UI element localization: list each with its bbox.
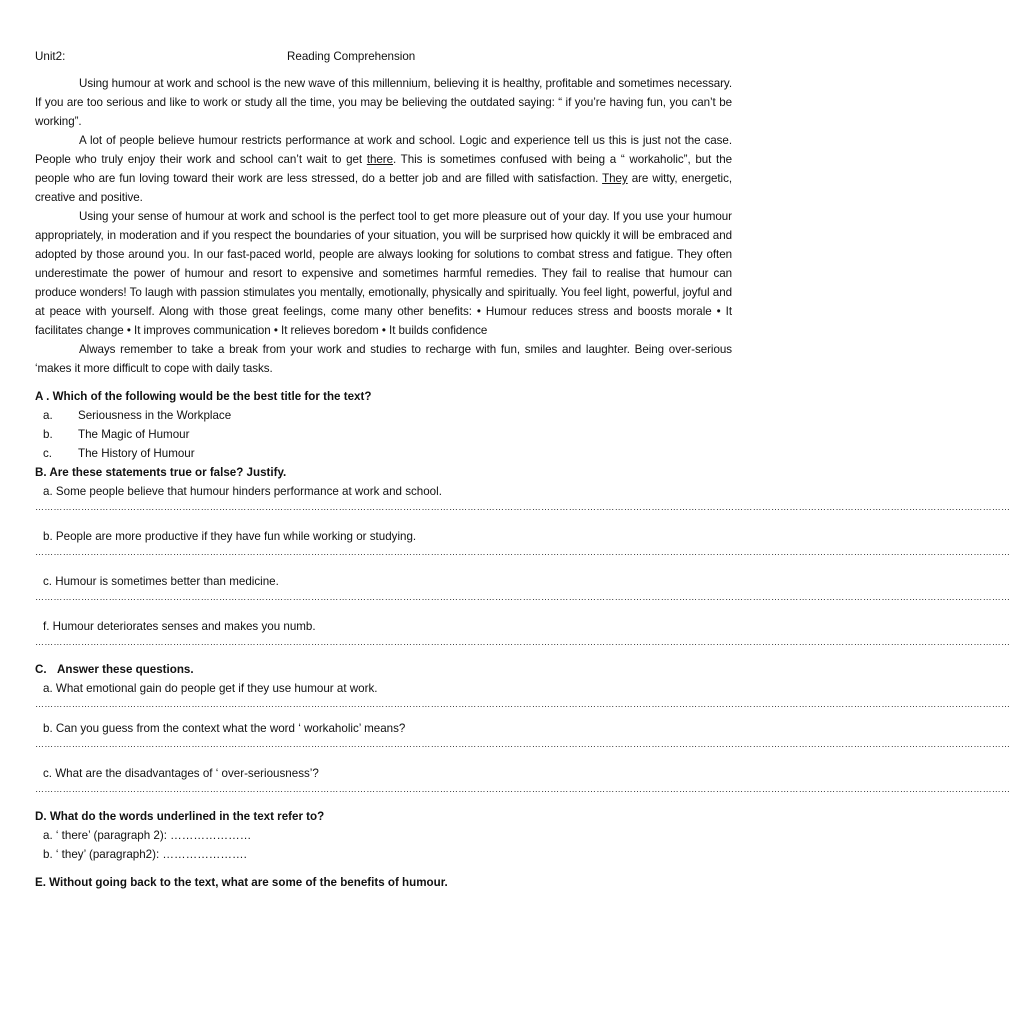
statement-a: a. Some people believe that humour hinders performance at work and school. — [43, 485, 442, 498]
underlined-word-there: there — [366, 153, 393, 166]
section-c — [35, 660, 1010, 795]
section-e — [35, 873, 732, 892]
section-a — [35, 387, 732, 463]
reading-passage — [35, 74, 732, 378]
section-d — [35, 807, 732, 864]
p2-text-a: A lot of people believe humour restricts performance at work and school. Logic and experience tell us this is just not the case. People who truly enjoy their work and school can’t wait to get — [35, 134, 732, 166]
section-d-question: D. What do the words underlined in the text refer to? — [35, 810, 325, 823]
option-c-text: The History of Humour — [78, 447, 195, 460]
question-d-a[interactable]: a. ‘ there’ (paragraph 2): ………………… — [43, 829, 252, 842]
option-b-letter: b. — [43, 428, 53, 441]
option-a-text: Seriousness in the Workplace — [78, 409, 232, 422]
unit-label: Unit2: — [35, 50, 66, 63]
option-b — [35, 425, 732, 444]
section-b — [35, 463, 1010, 648]
passage-paragraph-2 — [35, 131, 732, 207]
statement-f: f. Humour deteriorates senses and makes you numb. — [43, 620, 316, 633]
section-e-question: E. Without going back to the text, what are some of the benefits of humour. — [35, 876, 448, 889]
section-c-title: Answer these questions. — [57, 663, 194, 676]
statement-b: b. People are more productive if they have fun while working or studying. — [43, 530, 417, 543]
question-d-b[interactable]: b. ‘ they’ (paragraph2): …………………. — [43, 848, 247, 861]
question-c-b: b. Can you guess from the context what the word ‘ workaholic’ means? — [43, 722, 406, 735]
section-a-question: A . Which of the following would be the best title for the text? — [35, 390, 372, 403]
p2-text-c: are witty, energetic, creative and positive. — [35, 172, 732, 204]
option-a — [35, 406, 732, 425]
answer-line[interactable]: ………………………………………………………………………………………………………………………………………………………………………………………………………………………………………………………………………………………… — [35, 739, 1010, 749]
section-c-question — [35, 660, 732, 679]
option-c-letter: c. — [43, 447, 53, 460]
option-b-text: The Magic of Humour — [78, 428, 190, 441]
answer-line[interactable]: ………………………………………………………………………………………………………………………………………………………………………………………………………………………………………………………………………………………… — [35, 502, 1010, 512]
passage-paragraph-3: Using your sense of humour at work and school is the perfect tool to get more pleasure out of your day. If you use your humour appropriately, in moderation and if you respect the boundaries of your situation, you will be surprised how quickly it will be embraced and adopted by those around you. In our fast-paced world, people are always looking for solutions to combat stress and fatigue. They often underestimate the power of humour and resort to expensive and sometimes harmful remedies. They fail to realise that humour can produce wonders! To laugh with passion stimulates you mentally, emotionally, physically and spiritually. You feel light, powerful, joyful and at peace with yourself. Along with those great feelings, come many other benefits: • Humour reduces stress and boosts morale • It facilitates change • It improves communication • It relieves boredom • It builds confidence — [35, 210, 732, 337]
answer-line[interactable]: ………………………………………………………………………………………………………………………………………………………………………………………………………………………………………………………………………………………… — [35, 592, 1010, 602]
answer-line[interactable]: ………………………………………………………………………………………………………………………………………………………………………………………………………………………………………………………………………………………… — [35, 784, 1010, 794]
passage-paragraph-4: Always remember to take a break from your work and studies to recharge with fun, smiles and laughter. Being over-serious ‘makes it more difficult to cope with daily tasks. — [35, 343, 732, 375]
underlined-word-they: They — [602, 172, 628, 185]
section-b-question: B. Are these statements true or false? Justify. — [35, 466, 287, 479]
section-c-number: C. — [35, 663, 47, 676]
option-a-letter: a. — [43, 409, 53, 422]
statement-c: c. Humour is sometimes better than medicine. — [43, 575, 279, 588]
p2-text-b: . This is sometimes confused with being a “ workaholic”, but the people who are fun loving toward their work are less stressed, do a better job and are filled with satisfaction. — [35, 153, 732, 185]
question-c-c: c. What are the disadvantages of ‘ over-seriousness’? — [43, 767, 319, 780]
answer-line[interactable]: ………………………………………………………………………………………………………………………………………………………………………………………………………………………………………………………………………………………… — [35, 547, 1010, 557]
question-c-a: a. What emotional gain do people get if they use humour at work. — [43, 682, 378, 695]
worksheet-header — [35, 47, 732, 66]
option-c — [35, 444, 732, 463]
passage-paragraph-1: Using humour at work and school is the new wave of this millennium, believing it is healthy, profitable and sometimes necessary. If you are too serious and like to work or study all the time, you may be believing the outdated saying: “ if you’re having fun, you can’t be working”. — [35, 77, 732, 128]
answer-line[interactable]: ………………………………………………………………………………………………………………………………………………………………………………………………………………………………………………………………………………………… — [35, 637, 1010, 647]
answer-line[interactable]: ………………………………………………………………………………………………………………………………………………………………………………………………………………………………………………………………………………………… — [35, 699, 1010, 709]
page-title: Reading Comprehension — [287, 50, 416, 63]
